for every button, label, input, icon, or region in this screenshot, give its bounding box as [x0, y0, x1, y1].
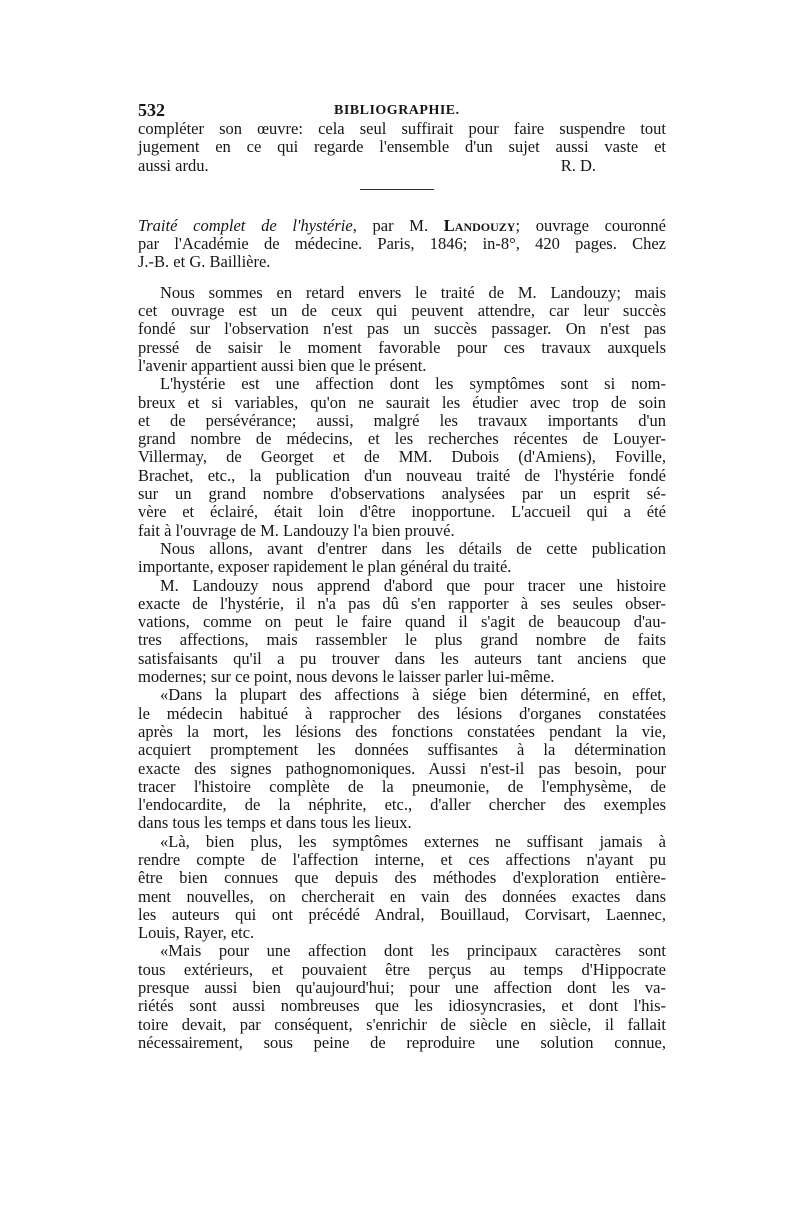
text-line: l'endocardite, de la néphrite, etc., d'aller chercher des exemples [138, 795, 666, 815]
text-line: presque aussi bien qu'aujourd'hui; pour une affection dont les va- [138, 978, 666, 998]
signature-line [138, 157, 666, 175]
text-line: Louis, Rayer, etc. [138, 923, 255, 943]
text-line: les auteurs qui ont précédé Andral, Bouillaud, Corvisart, Laennec, [138, 904, 666, 924]
text-line: L'hystérie est une affection dont les symptômes sont si nom- [160, 374, 666, 394]
text-line: acquiert promptement les données suffisantes à la détermination [138, 740, 666, 760]
text-line: aussi ardu. [138, 155, 209, 175]
reviewer-signature: R. D. [560, 155, 596, 175]
text-line: cet ouvrage est un de ceux qui peuvent attendre, car leur succès [138, 301, 666, 321]
text-line: toire devait, par conséquent, s'enrichir de siècle en siècle, il fallait [138, 1014, 666, 1034]
text-line: rendre compte de l'affection interne, et ces affections n'ayant pu [138, 849, 666, 869]
text-line: Nous allons, avant d'entrer dans les détails de cette publication [160, 538, 666, 558]
book-title: Traité complet de l'hystérie [138, 215, 353, 235]
text-line: compléter son œuvre: cela seul suffirait pour faire suspendre tout [138, 119, 666, 138]
text-line: Brachet, etc., la publication d'un nouveau traité de l'hystérie fondé [138, 465, 666, 485]
review-header [138, 217, 666, 272]
text-line: Nous sommes en retard envers le traité de M. Landouzy; mais [160, 282, 666, 302]
author-name: Landouzy [443, 215, 516, 235]
text-line: modernes; sur ce point, nous devons le laisser parler lui-même. [138, 667, 555, 687]
text-line: «Mais pour une affection dont les principaux caractères sont [160, 941, 666, 961]
text-line: importante, exposer rapidement le plan général du traité. [138, 557, 512, 577]
text-line: «Là, bien plus, les symptômes externes ne suffisant jamais à [160, 831, 666, 851]
text-line: et de persévérance; aussi, malgré les travaux importants d'un [138, 410, 666, 430]
previous-review-ending [138, 120, 666, 175]
running-head-title: BIBLIOGRAPHIE. [334, 103, 460, 118]
text-line: vations, comme on peut le faire quand il s'agit de beaucoup d'au- [138, 612, 666, 632]
text-line: nécessairement, sous peine de reproduire une solution connue, [138, 1032, 666, 1052]
text-line: jugement en ce qui regarde l'ensemble d'un sujet aussi vaste et [138, 137, 666, 157]
text-line: Villermay, de Georget et de MM. Dubois (d'Amiens), Foville, [138, 447, 666, 467]
page-number: 532 [138, 100, 165, 120]
text-line: tous extérieurs, et pouvaient être perçus au temps d'Hippocrate [138, 959, 666, 979]
text-fragment: , par M. [352, 215, 444, 235]
text-line: tres affections, mais rassembler le plus grand nombre de faits [138, 630, 666, 650]
review-body [138, 284, 666, 1052]
text-line: l'avenir appartient aussi bien que le présent. [138, 355, 427, 375]
text-line [138, 217, 666, 235]
text-line: après la mort, les lésions des fonctions constatées pendant la vie, [138, 721, 666, 741]
text-line: grand nombre de médecins, et les recherches récentes de Louyer- [138, 429, 666, 449]
text-line: «Dans la plupart des affections à siége bien déterminé, en effet, [160, 685, 666, 705]
text-line: exacte de l'hystérie, il n'a pas dû s'en rapporter à ses seules obser- [138, 593, 666, 613]
text-line: breux et si variables, qu'on ne saurait les étudier avec trop de soin [138, 392, 666, 412]
running-head [138, 100, 666, 120]
text-line: tracer l'histoire complète de la pneumonie, de l'emphysème, de [138, 776, 666, 796]
text-line: fondé sur l'observation n'est pas un succès passager. On n'est pas [138, 319, 666, 339]
text-line: M. Landouzy nous apprend d'abord que pour tracer une histoire [160, 575, 666, 595]
text-line: vère et éclairé, était loin d'être inopportune. L'accueil qui a été [138, 502, 666, 522]
text-line: pressé de saisir le moment favorable pour ces travaux auxquels [138, 337, 666, 357]
text-fragment: ; ouvrage couronné [515, 215, 666, 235]
text-line: par l'Académie de médecine. Paris, 1846; in-8°, 420 pages. Chez [138, 234, 666, 254]
text-line: fait à l'ouvrage de M. Landouzy l'a bien prouvé. [138, 520, 455, 540]
text-line: ment nouvelles, on chercherait en vain des données exactes dans [138, 886, 666, 906]
text-line: riétés sont aussi nombreuses que les idiosyncrasies, et dont l'his- [138, 996, 666, 1016]
text-line: exacte des signes pathognomoniques. Aussi n'est-il pas besoin, pour [138, 758, 666, 778]
section-divider [360, 189, 434, 190]
text-line: sur un grand nombre d'observations analysées par un esprit sé- [138, 484, 666, 504]
text-line: J.-B. et G. Baillière. [138, 252, 271, 272]
text-line: le médecin habitué à rapprocher des lésions d'organes constatées [138, 703, 666, 723]
text-line: satisfaisants qu'il a pu trouver dans les auteurs tant anciens que [138, 648, 666, 668]
text-line: être bien connues que depuis des méthodes d'exploration entière- [138, 868, 666, 888]
book-page [138, 100, 666, 1060]
text-line: dans tous les temps et dans tous les lieux. [138, 813, 412, 833]
